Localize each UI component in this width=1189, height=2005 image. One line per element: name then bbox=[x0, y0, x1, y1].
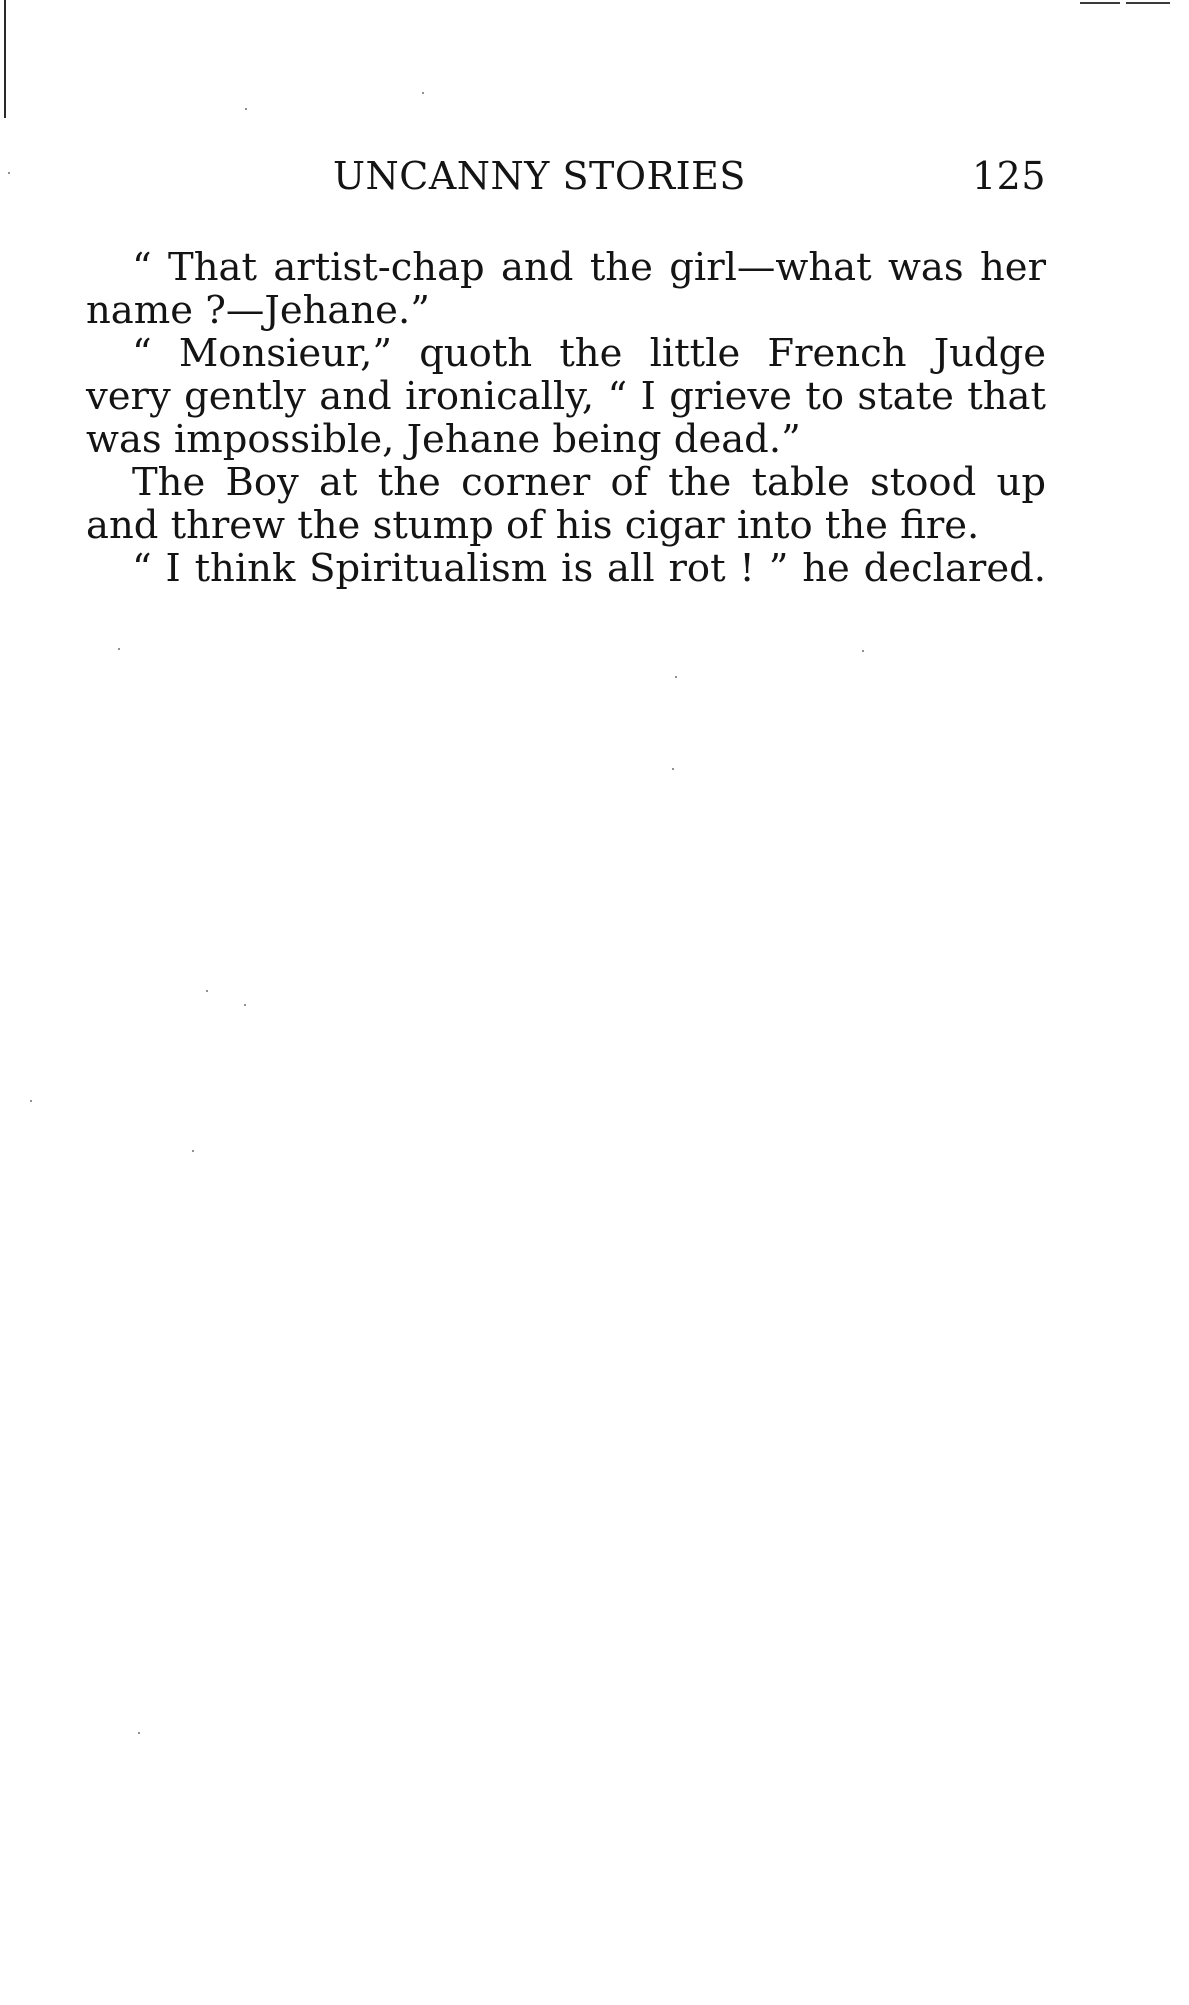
scan-mark bbox=[1080, 2, 1120, 4]
scan-speck bbox=[675, 676, 677, 678]
scan-speck bbox=[8, 172, 10, 174]
page-number: 125 bbox=[971, 154, 1046, 198]
scan-mark bbox=[1126, 2, 1170, 4]
scan-speck bbox=[30, 1100, 32, 1102]
page-header bbox=[86, 154, 1046, 202]
scan-speck bbox=[244, 1004, 246, 1006]
paragraph: “ I think Spiritualism is all rot ! ” he declared. bbox=[132, 546, 1046, 591]
body-text bbox=[86, 246, 1046, 590]
paragraph: “ Monsieur,” quoth the little French Judge very gently and ironically, “ I grieve to state that was impossible, Jehane being dead.” bbox=[86, 331, 1046, 462]
running-title: UNCANNY STORIES bbox=[333, 154, 746, 198]
scan-speck bbox=[862, 650, 864, 652]
paragraph: The Boy at the corner of the table stood up and threw the stump of his cigar into the fire. bbox=[86, 460, 1046, 548]
scan-speck bbox=[672, 768, 674, 770]
page-edge-rule bbox=[4, 0, 6, 118]
paragraph: “ That artist-chap and the girl—what was her name ?—Jehane.” bbox=[86, 245, 1046, 333]
scan-speck bbox=[245, 108, 247, 110]
scan-speck bbox=[422, 92, 424, 94]
scan-speck bbox=[206, 990, 208, 992]
scan-speck bbox=[138, 1732, 140, 1734]
scan-speck bbox=[192, 1150, 194, 1152]
scan-speck bbox=[118, 648, 120, 650]
